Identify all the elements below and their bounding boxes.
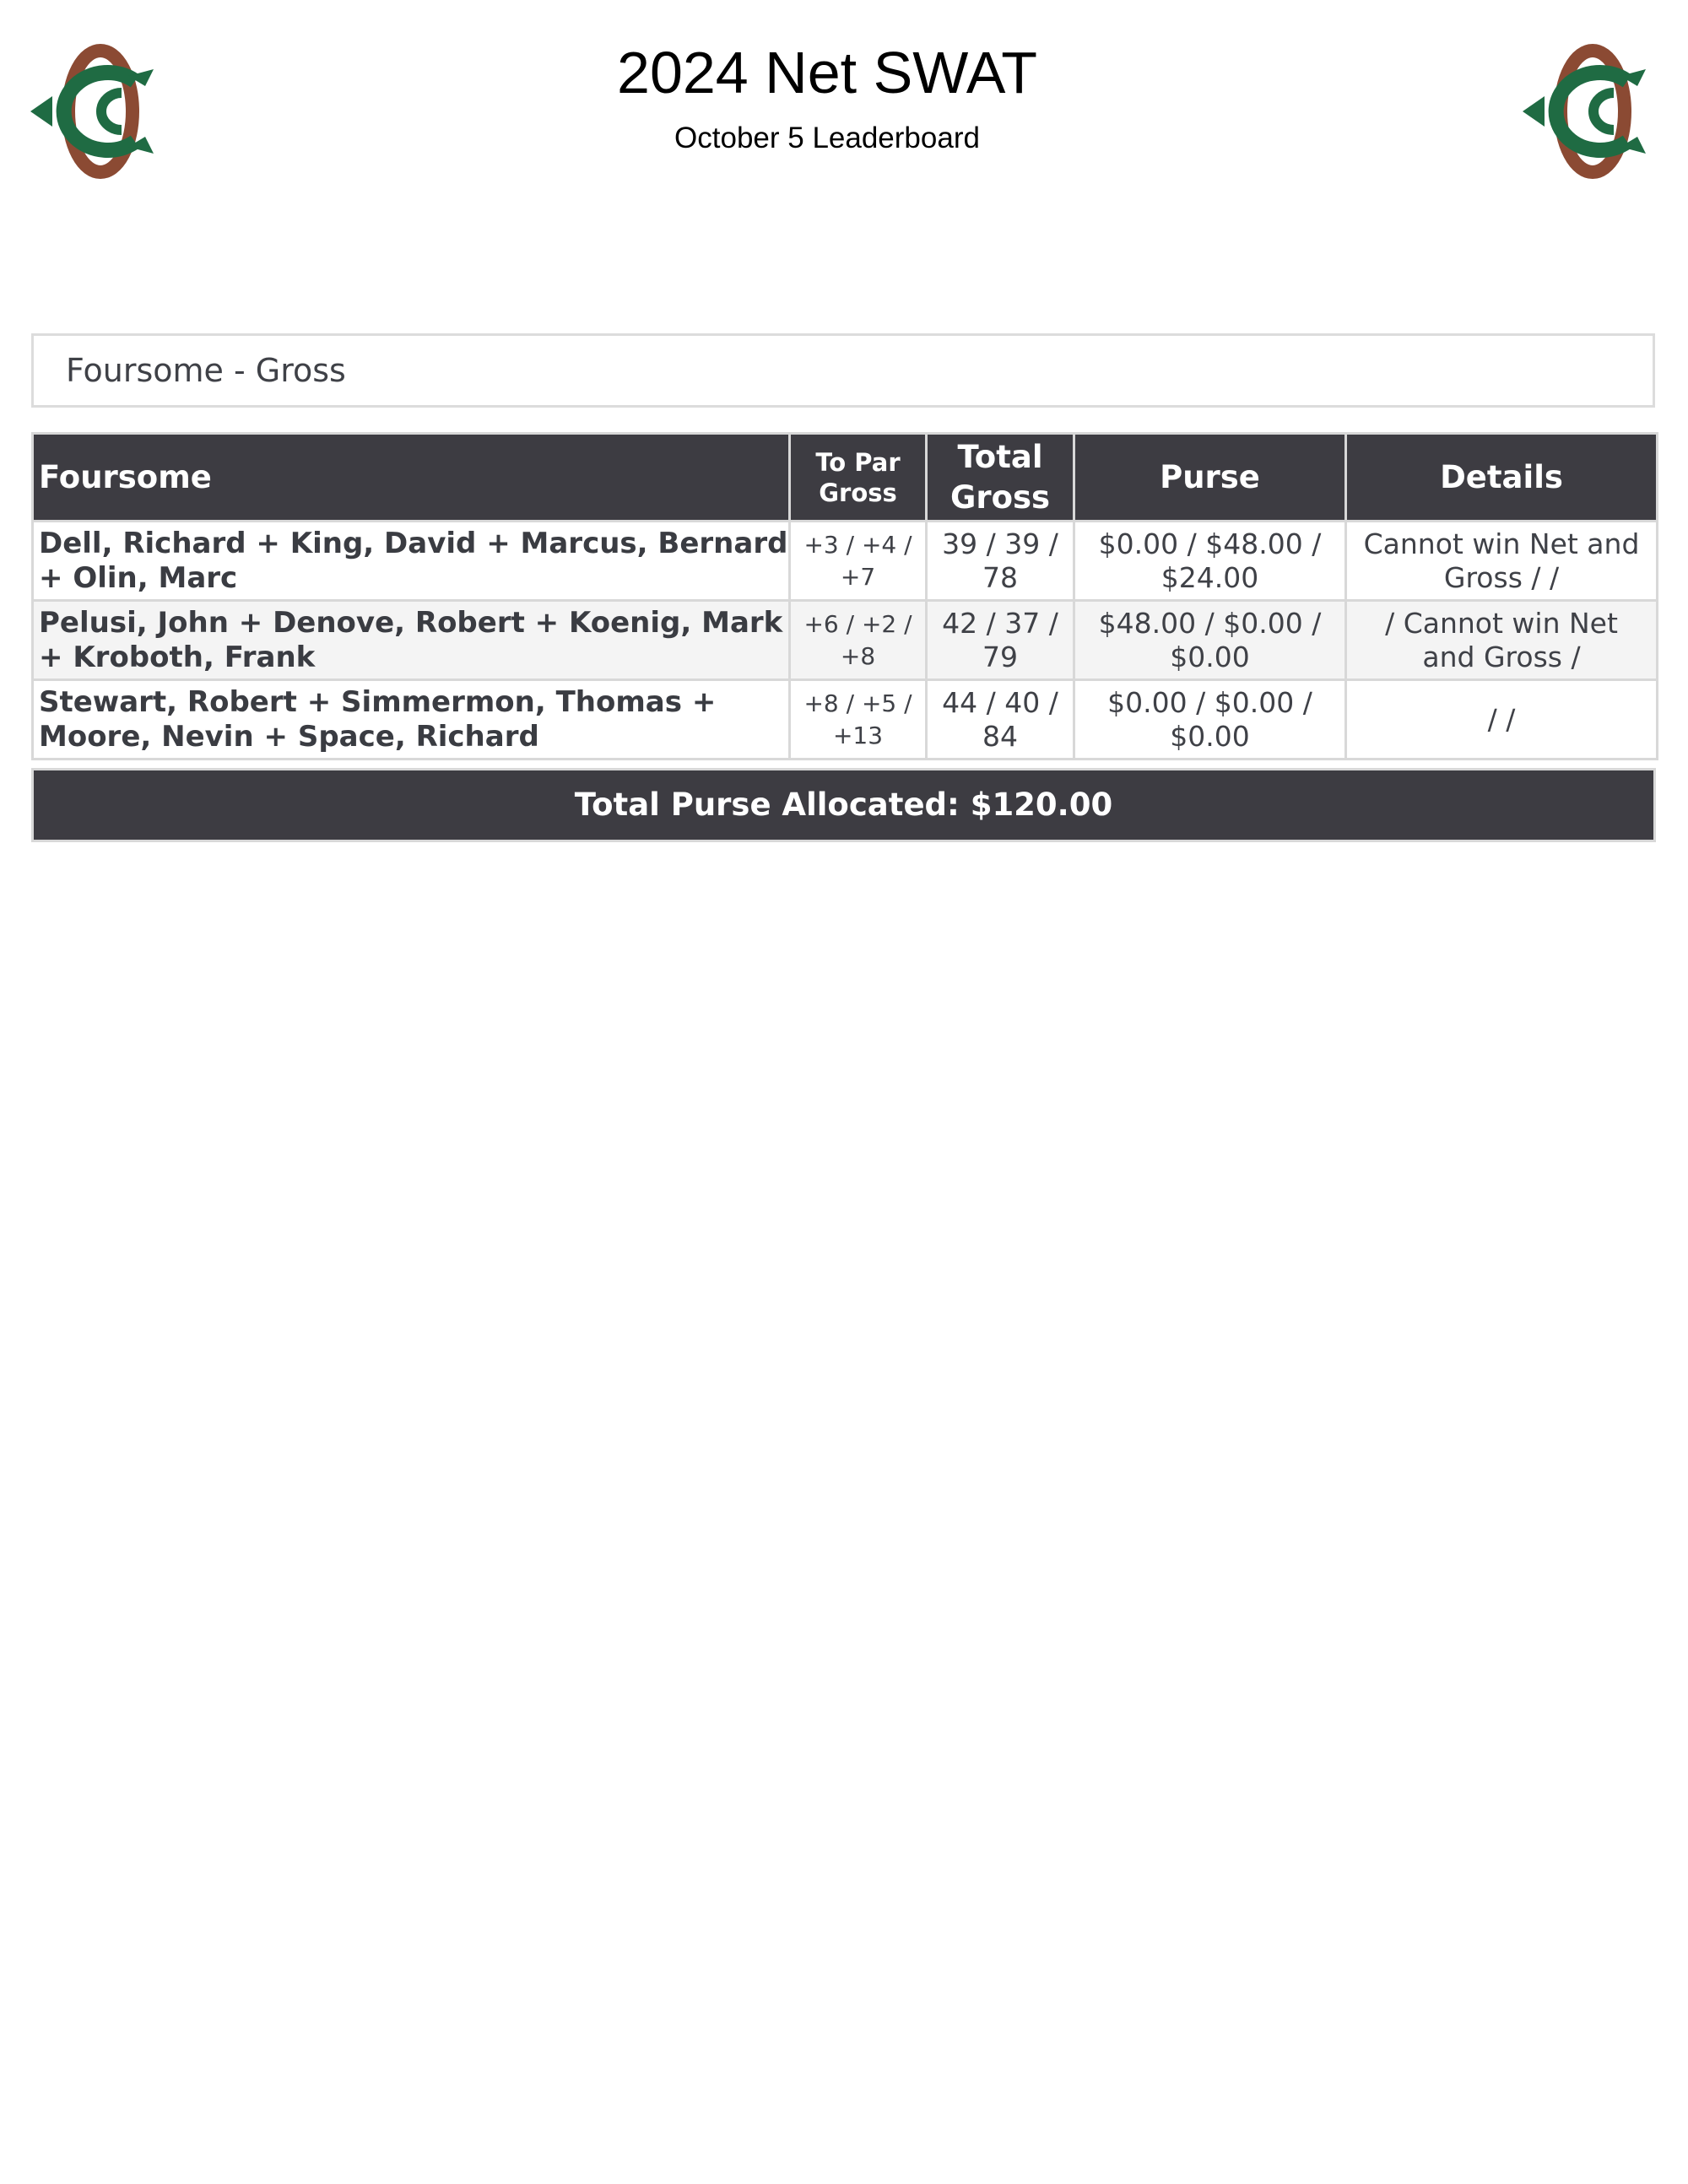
foursome-names: Stewart, Robert + Simmermon, Thomas + Moore, Nevin + Space, Richard: [33, 680, 790, 760]
purse: $48.00 / $0.00 / $0.00: [1074, 601, 1346, 680]
column-header-foursome: Foursome: [33, 434, 790, 522]
table-row: [33, 680, 1658, 760]
column-header-to-par-line2: Gross: [819, 478, 897, 507]
total-gross: 44 / 40 / 84: [927, 680, 1074, 760]
column-header-total-gross: [927, 434, 1074, 522]
table-row: [33, 601, 1658, 680]
column-header-to-par-gross: [790, 434, 927, 522]
column-header-total-line2: Gross: [950, 478, 1051, 516]
total-gross: 42 / 37 / 79: [927, 601, 1074, 680]
page-subtitle: October 5 Leaderboard: [674, 122, 980, 154]
details: Cannot win Net and Gross / /: [1346, 522, 1658, 601]
total-gross: 39 / 39 / 78: [927, 522, 1074, 601]
purse: $0.00 / $0.00 / $0.00: [1074, 680, 1346, 760]
to-par-gross: +8 / +5 / +13: [790, 680, 927, 760]
details: / /: [1346, 680, 1658, 760]
to-par-gross: +6 / +2 / +8: [790, 601, 927, 680]
foursome-names: Dell, Richard + King, David + Marcus, Bernard + Olin, Marc: [33, 522, 790, 601]
table-header-row: [33, 434, 1658, 522]
to-par-gross: +3 / +4 / +7: [790, 522, 927, 601]
table-row: [33, 522, 1658, 601]
foursome-names: Pelusi, John + Denove, Robert + Koenig, Mark + Kroboth, Frank: [33, 601, 790, 680]
column-header-to-par-line1: To Par: [815, 447, 901, 477]
column-header-details: Details: [1346, 434, 1658, 522]
section-header: [31, 333, 1655, 408]
purse: $0.00 / $48.00 / $24.00: [1074, 522, 1346, 601]
leaderboard-table: [31, 432, 1658, 760]
column-header-total-line1: Total: [957, 438, 1043, 475]
page-title: 2024 Net SWAT: [617, 40, 1037, 105]
total-purse-bar: Total Purse Allocated: $120.00: [31, 768, 1656, 842]
details: / Cannot win Net and Gross /: [1346, 601, 1658, 680]
column-header-purse: Purse: [1074, 434, 1346, 522]
section-title: Foursome - Gross: [66, 352, 346, 389]
